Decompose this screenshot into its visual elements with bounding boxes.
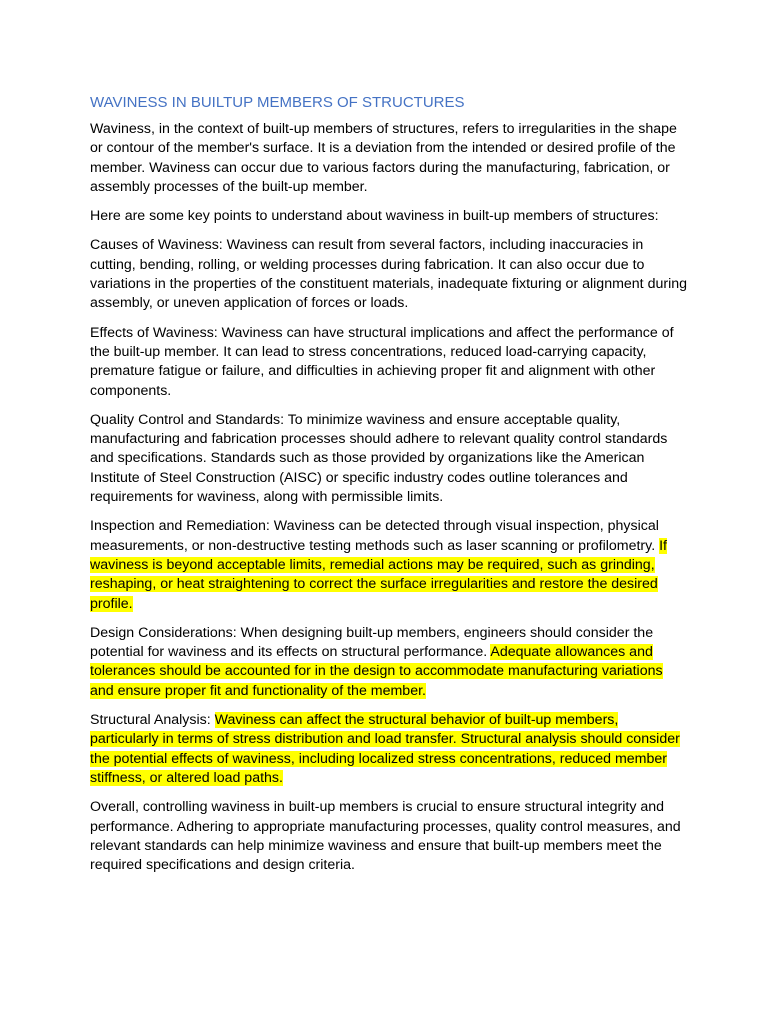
highlighted-text: Waviness can affect the structural behavior of built-up members, particularly in terms of stress distribution and load transfer. Structural analysis should consider the potential effects of waviness, including localized stress concentrations, reduced member stiffness, or altered load paths.: [90, 712, 680, 786]
document-page: [90, 93, 690, 885]
paragraph-text: Causes of Waviness: Waviness can result from several factors, including inaccuracies in cutting, bending, rolling, or welding processes during fabrication. It can also occur due to variations in the properties of the constituent materials, inadequate fixturing or alignment during assembly, or uneven application of forces or loads.: [90, 237, 688, 312]
paragraph-text: Here are some key points to understand about waviness in built-up members of structures:: [90, 208, 659, 225]
document-title: WAVINESS IN BUILTUP MEMBERS OF STRUCTURES: [90, 94, 465, 111]
paragraph-text: Quality Control and Standards: To minimize waviness and ensure acceptable quality, manufacturing and fabrication processes should adhere to relevant quality control standards and specifications. Standards such as those provided by organizations like the American Institute of Steel Construction (AISC) or specific industry codes outline tolerances and requirements for waviness, along with permissible limits.: [90, 411, 668, 506]
highlighted-text: If waviness is beyond acceptable limits, remedial actions may be required, such as grinding, reshaping, or heat straightening to correct the surface irregularities and restore the desired profile.: [90, 537, 667, 612]
paragraph-text: Inspection and Remediation: Waviness can be detected through visual inspection, physical measurements, or non-destructive testing methods such as laser scanning or profilometry.: [90, 518, 660, 554]
paragraph-text: Effects of Waviness: Waviness can have structural implications and affect the performance of the built-up member. It can lead to stress concentrations, reduced load-carrying capacity, premature fatigue or failure, and difficulties in achieving proper fit and alignment with other components.: [90, 324, 674, 399]
paragraph-text: Design Considerations: When designing built-up members, engineers should consider the potential for waviness and its effects on structural performance.: [90, 624, 654, 661]
highlighted-text: Adequate allowances and tolerances should be accounted for in the design to accommodate manufacturing variations and ensure proper fit and functionality of the member.: [90, 644, 663, 699]
paragraph-text: Overall, controlling waviness in built-up members is crucial to ensure structural integrity and performance. Adhering to appropriate manufacturing processes, quality control measures, and relevant standards can help minimize waviness and ensure that built-up members meet the required specifications and design criteria.: [90, 799, 681, 874]
paragraph-design: [90, 624, 690, 701]
paragraph-overall: [90, 798, 690, 875]
paragraph-text: Waviness, in the context of built-up members of structures, refers to irregularities in the shape or contour of the member's surface. It is a deviation from the intended or desired profile of the member. Waviness can occur due to various factors during the manufacturing, fabrication, or assembly processes of the built-up member.: [90, 121, 677, 195]
paragraph-intro: [90, 120, 690, 197]
paragraph-text: Structural Analysis:: [90, 712, 215, 729]
paragraph-quality-control: [90, 411, 690, 507]
paragraph-key-points: [90, 207, 690, 226]
paragraph-inspection: [90, 517, 690, 613]
paragraph-structural-analysis: [90, 711, 690, 788]
paragraph-causes: [90, 236, 690, 313]
paragraph-effects: [90, 324, 690, 401]
